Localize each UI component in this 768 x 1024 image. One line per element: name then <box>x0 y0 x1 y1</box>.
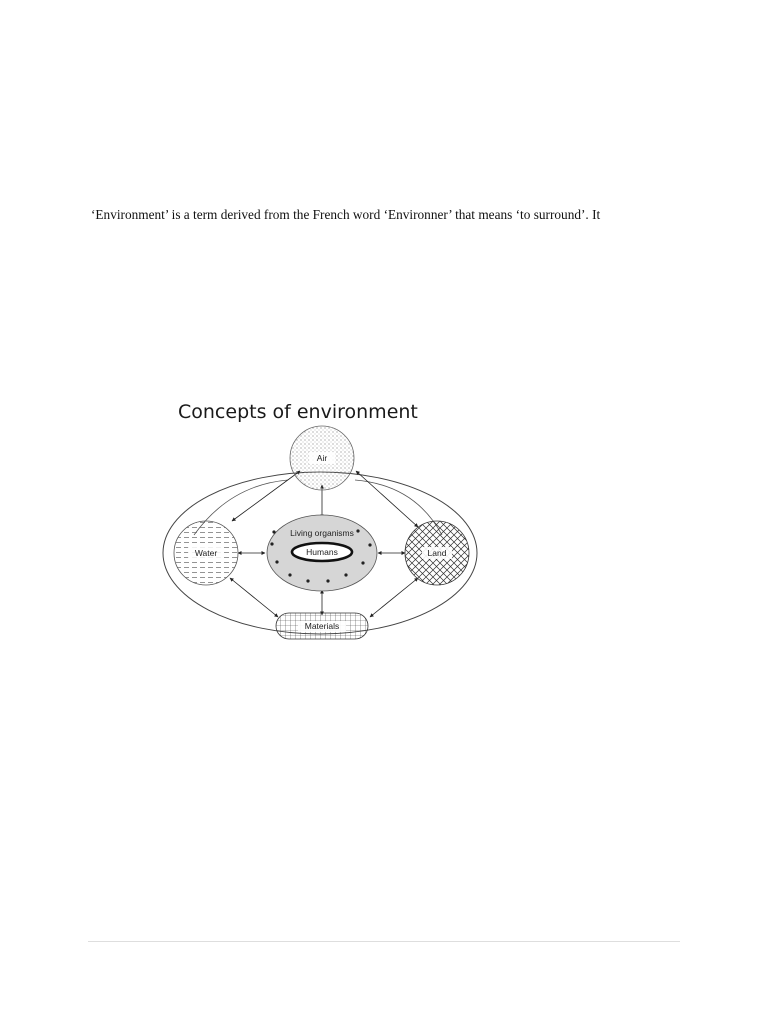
humans-label: Humans <box>306 547 338 557</box>
body-paragraph: ‘Environment’ is a term derived from the French word ‘Environner’ that means ‘to surround’. It <box>91 207 601 222</box>
living-organisms-label: Living organisms <box>290 528 354 538</box>
air-label: Air <box>316 453 328 463</box>
water-label: Water <box>194 548 218 558</box>
arrow-air-water <box>232 471 300 521</box>
materials-label: Materials <box>304 621 340 631</box>
arrow-water-materials <box>230 578 278 617</box>
land-label: Land <box>427 548 447 558</box>
figure-title: Concepts of environment <box>178 401 418 423</box>
concepts-of-environment-figure <box>160 395 495 650</box>
footer-divider <box>88 941 680 942</box>
arrow-land-materials <box>370 578 418 617</box>
